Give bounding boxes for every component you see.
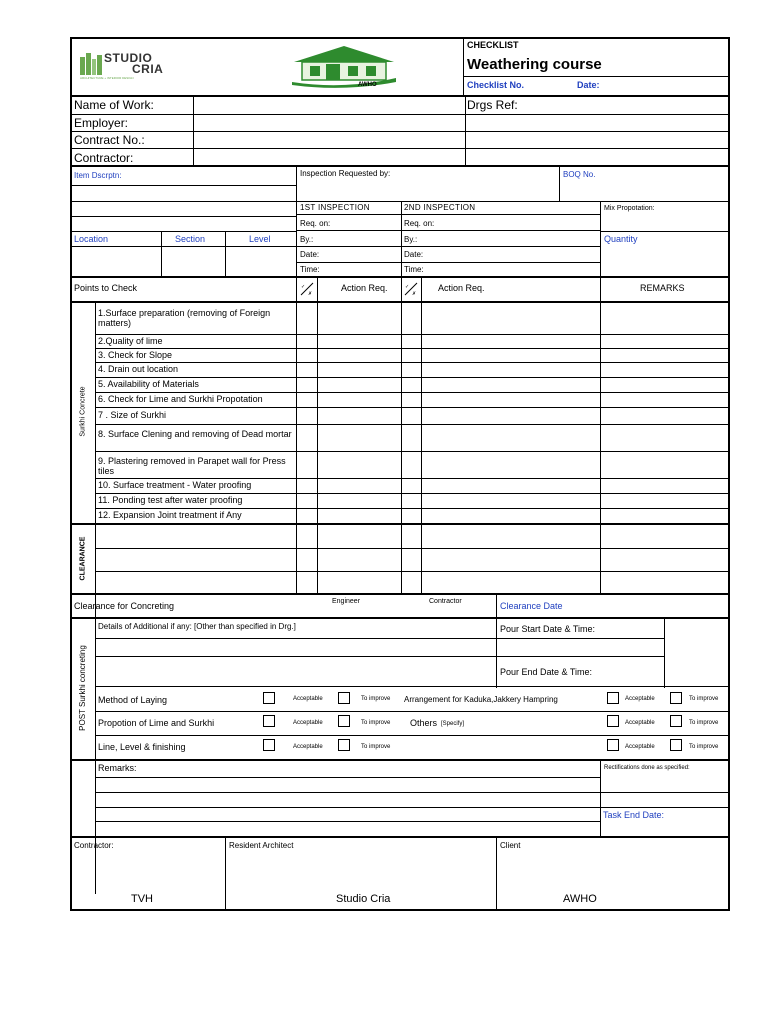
pour-start-label: Pour Start Date & Time: bbox=[500, 624, 596, 634]
logo-studio-text: STUDIO bbox=[104, 51, 153, 65]
svg-text:✗: ✗ bbox=[308, 291, 313, 296]
clearance-contractor-label: Contractor bbox=[429, 598, 462, 605]
point-item-4: 4. Drain out location bbox=[98, 364, 179, 374]
awho-logo-text: AWHO bbox=[358, 82, 377, 88]
others-label: Others bbox=[410, 718, 438, 728]
arrangement-label: Arrangement for Kaduka,Jakkery Hampring bbox=[404, 695, 558, 704]
page-title: Weathering course bbox=[467, 56, 602, 73]
point-item-8: 8. Surface Clening and removing of Dead mortar bbox=[98, 429, 292, 439]
checklist-label: CHECKLIST bbox=[467, 40, 519, 50]
method-of-laying-label: Method of Laying bbox=[98, 695, 168, 705]
surkhi-concrete-group-label: Surkhi Concrete bbox=[79, 386, 87, 437]
first-by-label: By.: bbox=[300, 235, 314, 244]
point-item-9: 9. Plastering removed in Parapet wall for Press tiles bbox=[98, 456, 286, 477]
first-inspection-label: 1ST INSPECTION bbox=[300, 203, 370, 212]
employer-label: Employer: bbox=[74, 116, 129, 130]
item-dscrptn-label: Item Dscrptn: bbox=[74, 171, 122, 180]
logo-cria-text: CRIA bbox=[132, 62, 164, 76]
arrangement-acceptable-label: Acceptable bbox=[625, 696, 655, 702]
post-surkhi-group-label: POST Surkhi concreting bbox=[78, 645, 87, 731]
svg-text:✓: ✓ bbox=[405, 284, 410, 290]
pour-end-label: Pour End Date & Time: bbox=[500, 667, 593, 677]
point-item-3: 3. Check for Slope bbox=[98, 350, 173, 360]
others-acceptable-checkbox[interactable] bbox=[607, 715, 619, 727]
client-label: Client bbox=[500, 841, 521, 850]
others-acceptable-label: Acceptable bbox=[625, 720, 655, 726]
arrangement-improve-checkbox[interactable] bbox=[670, 692, 682, 704]
others-improve-checkbox[interactable] bbox=[670, 715, 682, 727]
level-label: Level bbox=[249, 234, 271, 244]
remarks-column-header: REMARKS bbox=[640, 283, 685, 293]
header-date-label: Date: bbox=[577, 80, 600, 90]
point-item-10: 10. Surface treatment - Water proofing bbox=[98, 480, 252, 490]
quantity-label: Quantity bbox=[604, 234, 638, 244]
method-improve-label: To improve bbox=[361, 696, 391, 702]
line-level-acceptable-label: Acceptable bbox=[293, 744, 323, 750]
studio-cria-logo-icon bbox=[80, 53, 102, 75]
rectifications-label: Rectifications done as specified: bbox=[604, 765, 690, 771]
clearance-date-label: Clearance Date bbox=[500, 601, 563, 611]
row3-improve-label: To improve bbox=[689, 744, 719, 750]
line-level-improve-checkbox[interactable] bbox=[338, 739, 350, 751]
boq-no-label: BOQ No. bbox=[563, 170, 596, 179]
line-level-improve-label: To improve bbox=[361, 744, 391, 750]
second-action-req-label: Action Req. bbox=[438, 283, 485, 293]
second-time-label: Time: bbox=[404, 265, 424, 274]
remarks-label: Remarks: bbox=[98, 763, 137, 773]
clearance-group-label: CLEARANCE bbox=[79, 536, 87, 581]
others-improve-label: To improve bbox=[689, 720, 719, 726]
details-additional-label: Details of Additional if any: [Other than specified in Drg.] bbox=[98, 622, 296, 631]
inspection-requested-label: Inspection Requested by: bbox=[300, 169, 391, 178]
tick-cross-icon bbox=[404, 282, 418, 296]
point-item-12: 12. Expansion Joint treatment if Any bbox=[98, 510, 242, 520]
specify-label: [Specify] bbox=[441, 721, 465, 727]
logo-tag-text: ARCHITECTURE + INTERIOR DESIGN bbox=[80, 76, 134, 80]
second-inspection-label: 2ND INSPECTION bbox=[404, 203, 476, 212]
first-action-req-label: Action Req. bbox=[341, 283, 388, 293]
task-end-date-label: Task End Date: bbox=[603, 810, 665, 820]
awho-signatory: AWHO bbox=[563, 893, 597, 905]
svg-text:✓: ✓ bbox=[301, 284, 306, 290]
row3-acceptable-checkbox[interactable] bbox=[607, 739, 619, 751]
signature-contractor-label: Contractor: bbox=[74, 841, 114, 850]
first-time-label: Time: bbox=[300, 265, 320, 274]
propotion-improve-label: To improve bbox=[361, 720, 391, 726]
arrangement-acceptable-checkbox[interactable] bbox=[607, 692, 619, 704]
propotion-acceptable-checkbox[interactable] bbox=[263, 715, 275, 727]
name-of-work-label: Name of Work: bbox=[74, 98, 154, 112]
section-label: Section bbox=[175, 234, 206, 244]
second-date-label: Date: bbox=[404, 250, 424, 259]
drgs-ref-label: Drgs Ref: bbox=[467, 98, 518, 112]
contract-no-label: Contract No.: bbox=[74, 133, 145, 147]
line-level-acceptable-checkbox[interactable] bbox=[263, 739, 275, 751]
point-item-5: 5. Availability of Materials bbox=[98, 379, 199, 389]
point-item-6: 6. Check for Lime and Surkhi Propotation bbox=[98, 394, 263, 404]
first-req-on-label: Req. on: bbox=[300, 219, 331, 228]
contractor-label: Contractor: bbox=[74, 151, 134, 165]
svg-text:✗: ✗ bbox=[412, 291, 417, 296]
method-acceptable-checkbox[interactable] bbox=[263, 692, 275, 704]
point-item-11: 11. Ponding test after water proofing bbox=[98, 495, 243, 505]
second-req-on-label: Req. on: bbox=[404, 219, 435, 228]
clearance-for-concreting-label: Clearance for Concreting bbox=[74, 601, 175, 611]
mix-propotation-label: Mix Propotation: bbox=[604, 205, 655, 212]
studio-cria-signatory: Studio Cria bbox=[336, 893, 391, 905]
propotion-label: Propotion of Lime and Surkhi bbox=[98, 718, 215, 728]
point-item-2: 2.Quality of lime bbox=[98, 336, 163, 346]
method-acceptable-label: Acceptable bbox=[293, 696, 323, 702]
second-by-label: By.: bbox=[404, 235, 418, 244]
checklist-no-label: Checklist No. bbox=[467, 80, 525, 90]
point-item-7: 7 . Size of Surkhi bbox=[98, 410, 167, 420]
line-level-label: Line, Level & finishing bbox=[98, 742, 186, 752]
awho-logo bbox=[292, 44, 396, 90]
point-item-1: 1.Surface preparation (removing of Foreign matters) bbox=[98, 308, 271, 329]
points-to-check-label: Points to Check bbox=[74, 283, 138, 293]
tick-cross-icon bbox=[300, 282, 314, 296]
house-icon bbox=[292, 44, 396, 90]
arrangement-improve-label: To improve bbox=[689, 696, 719, 702]
tvh-signatory: TVH bbox=[131, 893, 153, 905]
first-date-label: Date: bbox=[300, 250, 320, 259]
engineer-label: Engineer bbox=[332, 598, 361, 605]
method-improve-checkbox[interactable] bbox=[338, 692, 350, 704]
resident-architect-label: Resident Architect bbox=[229, 841, 294, 850]
location-label: Location bbox=[74, 234, 109, 244]
row3-improve-checkbox[interactable] bbox=[670, 739, 682, 751]
studio-cria-logo bbox=[80, 51, 190, 79]
propotion-improve-checkbox[interactable] bbox=[338, 715, 350, 727]
propotion-acceptable-label: Acceptable bbox=[293, 720, 323, 726]
row3-acceptable-label: Acceptable bbox=[625, 744, 655, 750]
